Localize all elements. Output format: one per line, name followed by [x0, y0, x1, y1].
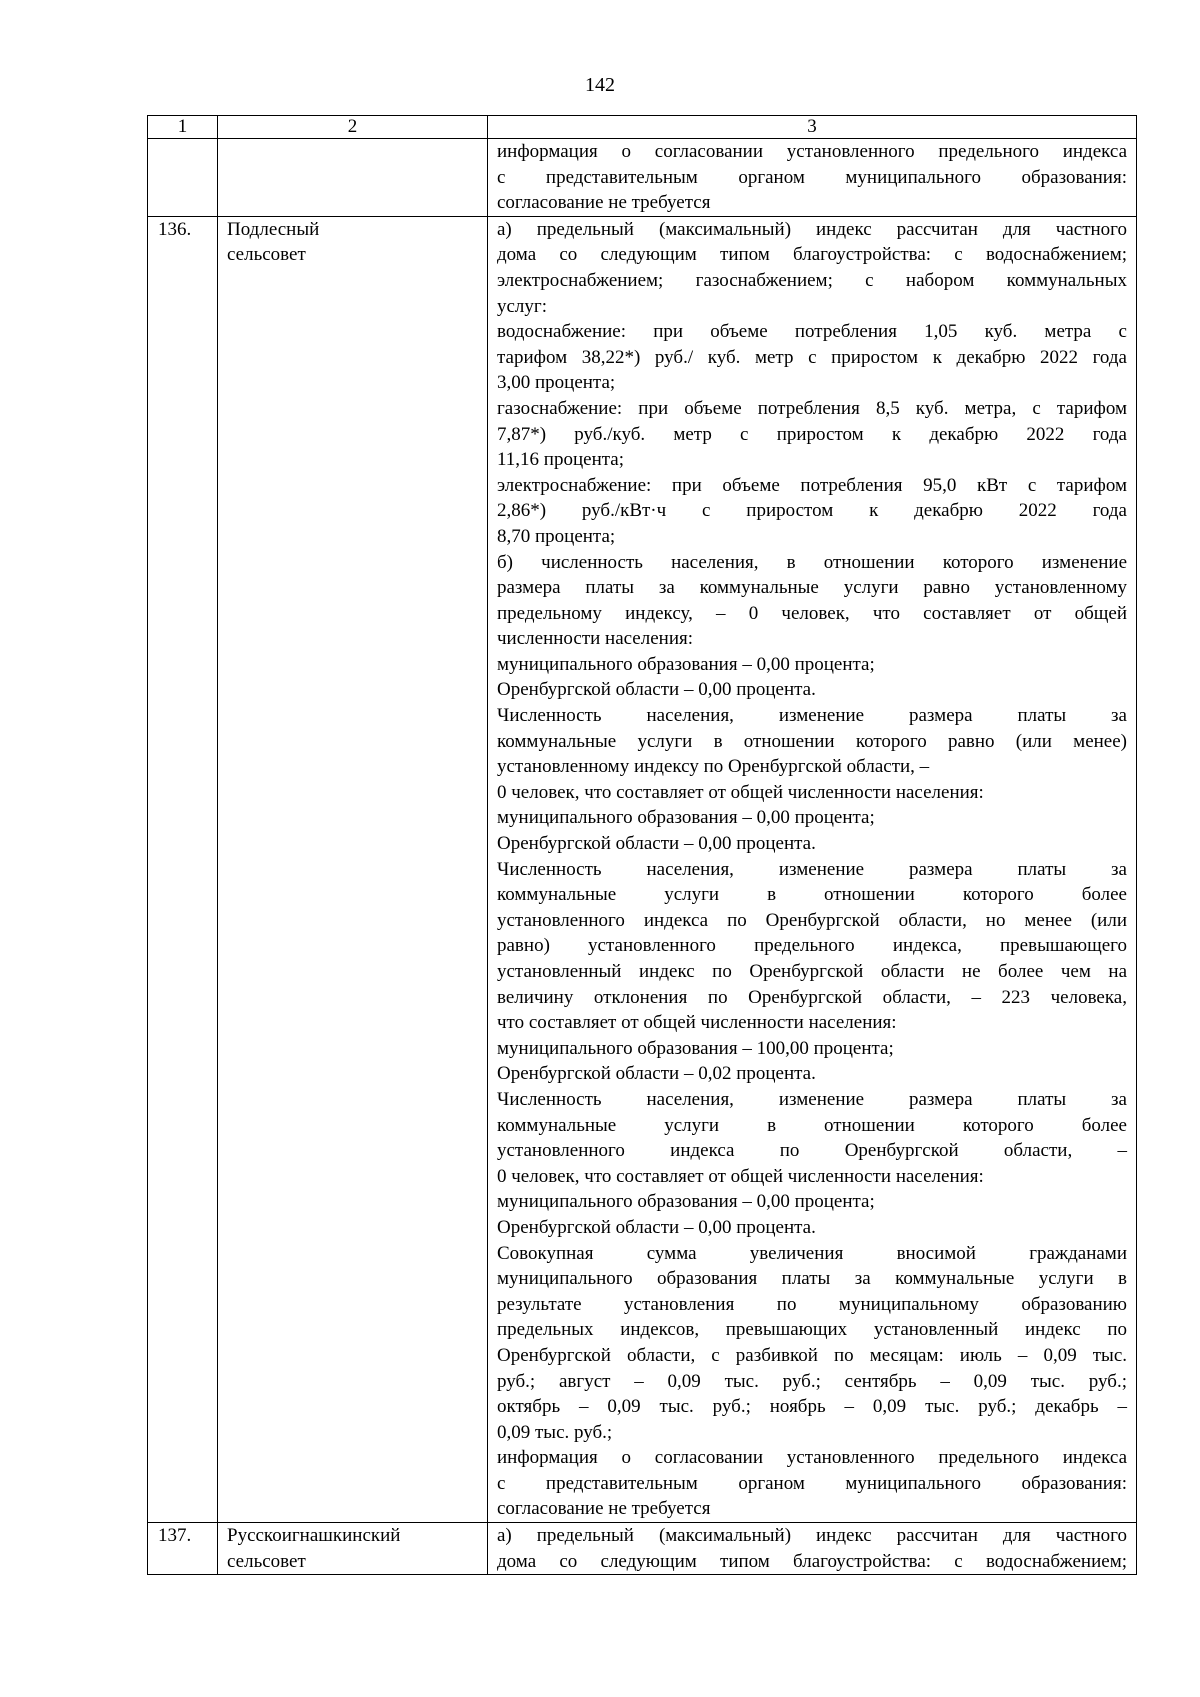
description-line: коммунальные услуги в отношении которого более: [497, 1114, 1127, 1136]
description-line: согласование не требуется: [497, 1498, 711, 1520]
description-line: б) численность населения, в отношении которого изменение: [497, 551, 1127, 573]
description-line: размера платы за коммунальные услуги равно установленному: [497, 577, 1127, 599]
table-row-136: [148, 216, 1137, 1522]
municipality-cell: [218, 1523, 488, 1575]
description-line: дома со следующим типом благоустройства: с водоснабжением;: [497, 1550, 1127, 1572]
description-line: Численность населения, изменение размера платы за: [497, 1088, 1127, 1110]
description-line: тарифом 38,22*) руб./ куб. метр с приростом к декабрю 2022 года: [497, 346, 1127, 368]
description-line: газоснабжение: при объеме потребления 8,5 куб. метра, с тарифом: [497, 397, 1127, 419]
municipality-type: сельсовет: [227, 1550, 306, 1572]
description-line: величину отклонения по Оренбургской области, – 223 человека,: [497, 986, 1127, 1008]
description-line: 0 человек, что составляет от общей численности населения:: [497, 781, 984, 803]
description-line: электроснабжение: при объеме потребления 95,0 кВт с тарифом: [497, 474, 1127, 496]
description-line: муниципального образования – 0,00 процента;: [497, 653, 875, 675]
row-number-cell: 136.: [148, 216, 218, 1522]
description-line: 0 человек, что составляет от общей численности населения:: [497, 1165, 984, 1187]
municipality-name: Подлесный: [227, 218, 320, 240]
row-number-cell: [148, 139, 218, 217]
description-line: муниципального образования – 0,00 процента;: [497, 1191, 875, 1213]
description-line: результате установления по муниципальному образованию: [497, 1293, 1127, 1315]
header-col-1: 1: [148, 116, 218, 139]
page-number: 142: [585, 74, 615, 96]
description-line: а) предельный (максимальный) индекс рассчитан для частного: [497, 218, 1127, 240]
description-line: муниципального образования – 100,00 процента;: [497, 1037, 894, 1059]
description-line: 8,70 процента;: [497, 525, 616, 547]
description-line: 3,00 процента;: [497, 372, 616, 394]
description-cell: [488, 216, 1137, 1522]
description-line: предельному индексу, – 0 человек, что составляет от общей: [497, 602, 1127, 624]
description-line: дома со следующим типом благоустройства: с водоснабжением;: [497, 244, 1127, 266]
description-line: что составляет от общей численности населения:: [497, 1012, 897, 1034]
description-line: Совокупная сумма увеличения вносимой гражданами: [497, 1242, 1127, 1264]
description-line: информация о согласовании установленного предельного индекса: [497, 141, 1127, 162]
description-line: установленному индексу по Оренбургской области, –: [497, 756, 930, 778]
row-number-cell: 137.: [148, 1523, 218, 1575]
table-header-row: [148, 116, 1137, 139]
description-line: 0,09 тыс. руб.;: [497, 1421, 613, 1443]
description-line: Оренбургской области – 0,00 процента.: [497, 833, 816, 855]
description-cell: [488, 139, 1137, 217]
description-line: предельных индексов, превышающих установленный индекс по: [497, 1319, 1127, 1341]
description-line: Оренбургской области – 0,00 процента.: [497, 1216, 816, 1238]
description-line: с представительным органом муниципального образования:: [497, 166, 1127, 188]
description-line: информация о согласовании установленного предельного индекса: [497, 1447, 1127, 1469]
municipality-cell: [218, 216, 488, 1522]
description-line: Численность населения, изменение размера платы за: [497, 705, 1127, 727]
table-row-137: [148, 1523, 1137, 1575]
description-line: октябрь – 0,09 тыс. руб.; ноябрь – 0,09 тыс. руб.; декабрь –: [497, 1396, 1127, 1418]
description-line: установленный индекс по Оренбургской области не более чем на: [497, 961, 1127, 982]
description-line: с представительным органом муниципального образования:: [497, 1472, 1127, 1494]
header-col-3: 3: [488, 116, 1137, 139]
description-line: 11,16 процента;: [497, 449, 624, 471]
header-col-2: 2: [218, 116, 488, 139]
description-line: водоснабжение: при объеме потребления 1,05 куб. метра с: [497, 321, 1127, 343]
description-line: коммунальные услуги в отношении которого равно (или менее): [497, 730, 1127, 752]
description-line: услуг:: [497, 295, 547, 317]
description-line: муниципального образования – 0,00 процента;: [497, 807, 875, 829]
description-line: Оренбургской области – 0,00 процента.: [497, 679, 816, 701]
municipality-cell: [218, 139, 488, 217]
description-line: установленного индекса по Оренбургской области, но менее (или: [497, 909, 1127, 931]
description-line: коммунальные услуги в отношении которого более: [497, 884, 1127, 906]
description-line: руб.; август – 0,09 тыс. руб.; сентябрь – 0,09 тыс. руб.;: [497, 1370, 1127, 1392]
municipality-name: Русскоигнашкинский: [227, 1525, 401, 1547]
table-row-carry-over: [148, 139, 1137, 217]
description-line: Численность населения, изменение размера платы за: [497, 858, 1127, 880]
description-line: 2,86*) руб./кВт·ч с приростом к декабрю 2022 года: [497, 500, 1127, 522]
description-line: численности населения:: [497, 628, 694, 650]
description-line: электроснабжением; газоснабжением; с набором коммунальных: [497, 269, 1127, 291]
description-line: согласование не требуется: [497, 192, 711, 214]
description-line: Оренбургской области – 0,02 процента.: [497, 1063, 816, 1085]
description-cell: [488, 1523, 1137, 1575]
description-line: равно) установленного предельного индекса, превышающего: [497, 935, 1127, 957]
description-line: установленного индекса по Оренбургской области, –: [497, 1140, 1127, 1162]
municipality-type: сельсовет: [227, 244, 306, 266]
description-line: муниципального образования платы за коммунальные услуги в: [497, 1268, 1127, 1290]
description-line: а) предельный (максимальный) индекс рассчитан для частного: [497, 1525, 1127, 1547]
description-line: Оренбургской области, с разбивкой по месяцам: июль – 0,09 тыс.: [497, 1344, 1127, 1366]
description-line: 7,87*) руб./куб. метр с приростом к декабрю 2022 года: [497, 423, 1127, 445]
data-table: [147, 115, 1137, 1575]
